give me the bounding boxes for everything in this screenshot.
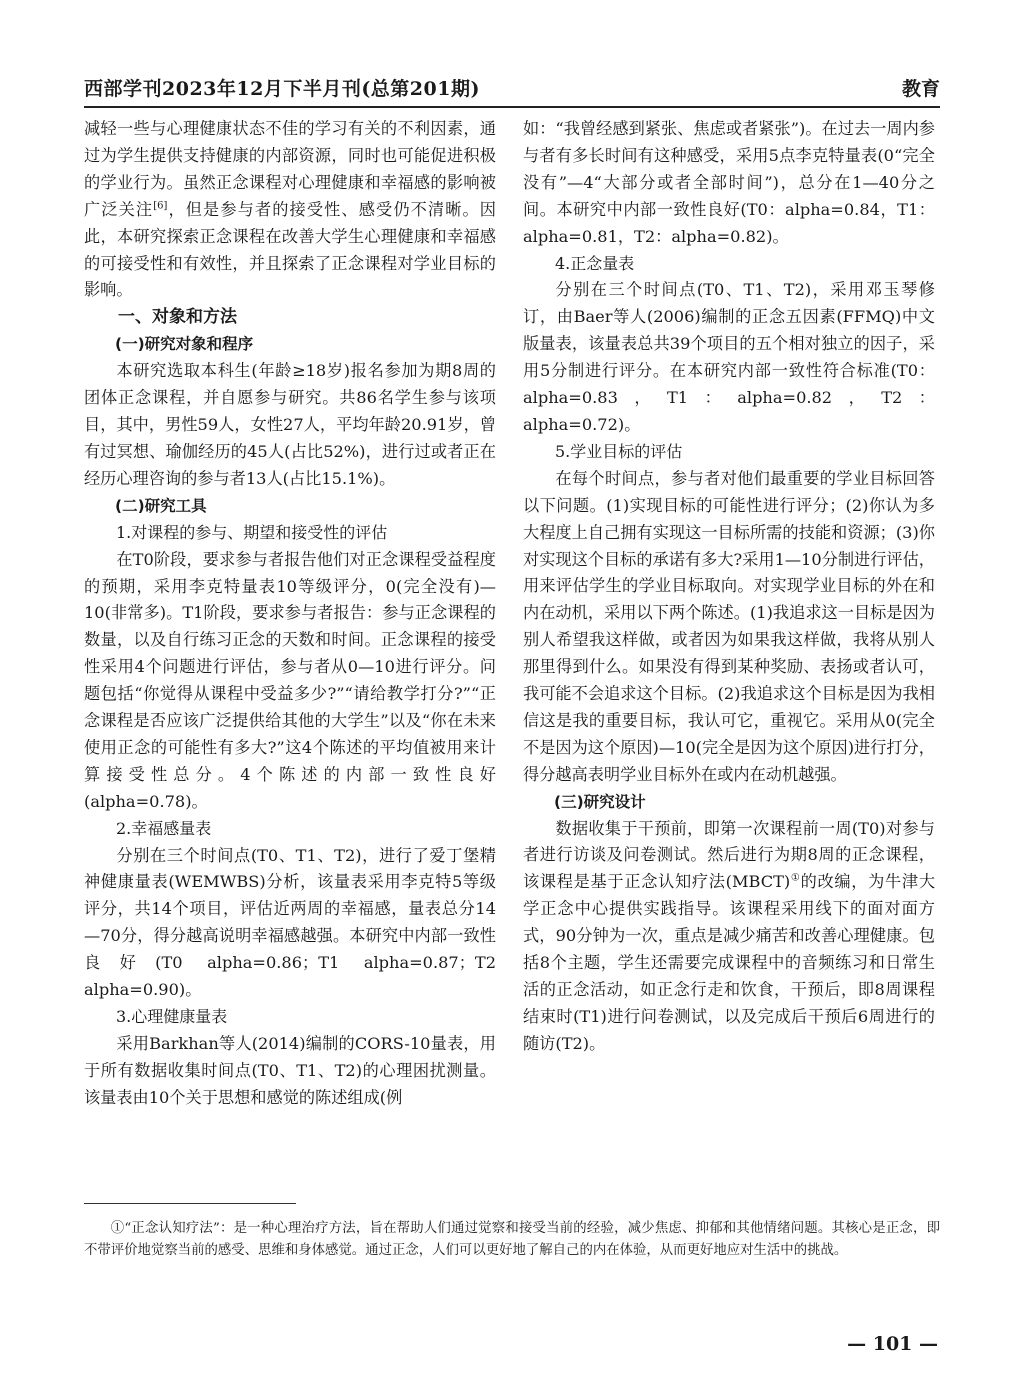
heading-tools: (二)研究工具 — [115, 496, 207, 515]
footnote-text: ①“正念认知疗法”：是一种心理治疗方法，旨在帮助人们通过觉察和接受当前的经验，减少焦虑、抑郁和其他情绪问题。其核心是正念，即不带评价地觉察当前的感受、思维和身体感觉。通过正念，人们可以更好地了解自己的内在体验，从而更好地应对生活中的挑战。 — [84, 1221, 940, 1258]
footnote-rule — [84, 1203, 296, 1204]
right-column — [523, 116, 935, 1058]
paragraph-design — [523, 816, 935, 1058]
intro-text: 减轻一些与心理健康状态不佳的学习有关的不利因素，通过为学生提供支持健康的内部资源，同时也可能促进积极的学业行为。虽然正念课程对心理健康和幸福感的影响被广泛关注 — [84, 119, 496, 219]
heading-tool-3: 3.心理健康量表 — [116, 1007, 228, 1026]
paragraph-tool-2: 分别在三个时间点(T0、T1、T2)，进行了爱丁堡精神健康量表(WEMWBS)分析，该量表采用李克特5等级评分，共14个项目，评估近两周的幸福感，量表总分14—70分，得分越高说明幸福感越强。本研究中内部一致性良好(T0 alpha=0.86；T1 alpha=0.87；T2 alpha=0.90)。 — [84, 845, 496, 1000]
running-header — [84, 68, 940, 102]
heading-tool-5: 5.学业目标的评估 — [555, 441, 683, 461]
paragraph-tool-3: 采用Barkhan等人(2014)编制的CORS-10量表，用于所有数据收集时间点(T0、T1、T2)的心理困扰测量。该量表由10个关于思想和感觉的陈述组成(例 — [84, 1033, 496, 1107]
section-label: 教育 — [901, 78, 940, 100]
design-text-a: 数据收集于干预前，即第一次课程前一周(T0)对参与者进行访谈及问卷测试。然后进行为期8周的正念课程，该课程是基于正念认知疗法(MBCT) — [523, 818, 935, 892]
journal-title: 西部学刊2023年12月下半月刊(总第201期) — [84, 78, 480, 100]
intro-paragraph — [84, 116, 496, 304]
footnote-marker: ① — [790, 872, 801, 884]
page-number: — 101 — — [847, 1333, 938, 1355]
citation-ref: [6] — [153, 200, 168, 212]
design-text-b: 的改编，为牛津大学正念中心提供实践指导。该课程采用线下的面对面方式，90分钟为一次，重点是减少痛苦和改善心理健康。包括8个主题，学生还需要完成课程中的音频练习和日常生活的正念活动，如正念行走和饮食，干预后，即8周课程结束时(T1)进行问卷测试，以及完成后干预后6周进行的随访(T2)。 — [523, 872, 936, 1053]
heading-tool-1: 1.对课程的参与、期望和接受性的评估 — [116, 522, 388, 542]
heading-methods: 一、对象和方法 — [118, 307, 237, 328]
heading-tool-2: 2.幸福感量表 — [116, 818, 212, 838]
heading-design: (三)研究设计 — [554, 792, 646, 811]
left-column — [84, 116, 496, 1112]
header-rule — [84, 106, 940, 108]
heading-subjects: (一)研究对象和程序 — [115, 335, 254, 354]
heading-tool-4: 4.正念量表 — [555, 253, 635, 273]
paragraph-tool-5: 在每个时间点，参与者对他们最重要的学业目标回答以下问题。(1)实现目标的可能性进行评分；(2)你认为多大程度上自己拥有实现这一目标所需的技能和资源；(3)你对实现这个目标的承诺有多大?采用1—10分制进行评估，用来评估学生的学业目标取向。对实现学业目标的外在和内在动机，采用以下两个陈述。(1)我追求这一目标是因为别人希望我这样做，或者因为如果我这样做，我将从别人那里得到什么。如果没有得到某种奖励、表扬或者认可，我可能不会追求这个目标。(2)我追求这个目标是因为我相信这是我的重要目标，我认可它，重视它。采用从0(完全不是因为这个原因)—10(完全是因为这个原因)进行打分，得分越高表明学业目标外在或内在动机越强。 — [523, 468, 935, 784]
intro-text-rest: ，但是参与者的接受性、感受仍不清晰。因此，本研究探索正念课程在改善大学生心理健康和幸福感的可接受性和有效性，并且探索了正念课程对学业目标的影响。 — [84, 199, 496, 300]
paragraph-subjects: 本研究选取本科生(年龄≥18岁)报名参加为期8周的团体正念课程，并自愿参与研究。共86名学生参与该项目，其中，男性59人，女性27人，平均年龄20.91岁，曾有过冥想、瑜伽经历的45人(占比52%)，进行过或者正在经历心理咨询的参与者13人(占比15.1%)。 — [84, 361, 496, 488]
footnote — [84, 1218, 940, 1262]
paragraph-tool-1: 在T0阶段，要求参与者报告他们对正念课程受益程度的预期，采用李克特量表10等级评分，0(完全没有)—10(非常多)。T1阶段，要求参与者报告：参与正念课程的数量，以及自行练习正念的天数和时间。正念课程的接受性采用4个问题进行评估，参与者从0—10进行评分。问题包括“你觉得从课程中受益多少?”“请给教学打分?”“正念课程是否应该广泛提供给其他的大学生”以及“你在未来使用正念的可能性有多大?”这4个陈述的平均值被用来计算接受性总分。4个陈述的内部一致性良好(alpha=0.78)。 — [84, 549, 496, 811]
paragraph-tool-4: 分别在三个时间点(T0、T1、T2)，采用邓玉琴修订，由Baer等人(2006)编制的正念五因素(FFMQ)中文版量表，该量表总共39个项目的五个相对独立的因子，采用5分制进行评分。在本研究内部一致性符合标准(T0：alpha=0.83，T1：alpha=0.82，T2：alpha=0.72)。 — [523, 280, 935, 434]
paragraph-tool-3-cont: 如：“我曾经感到紧张、焦虑或者紧张”)。在过去一周内参与者有多长时间有这种感受，采用5点李克特量表(0“完全没有”—4“大部分或者全部时间”)，总分在1—40分之间。本研究中内部一致性良好(T0：alpha=0.84，T1：alpha=0.81，T2：alpha=0.82)。 — [523, 119, 935, 246]
